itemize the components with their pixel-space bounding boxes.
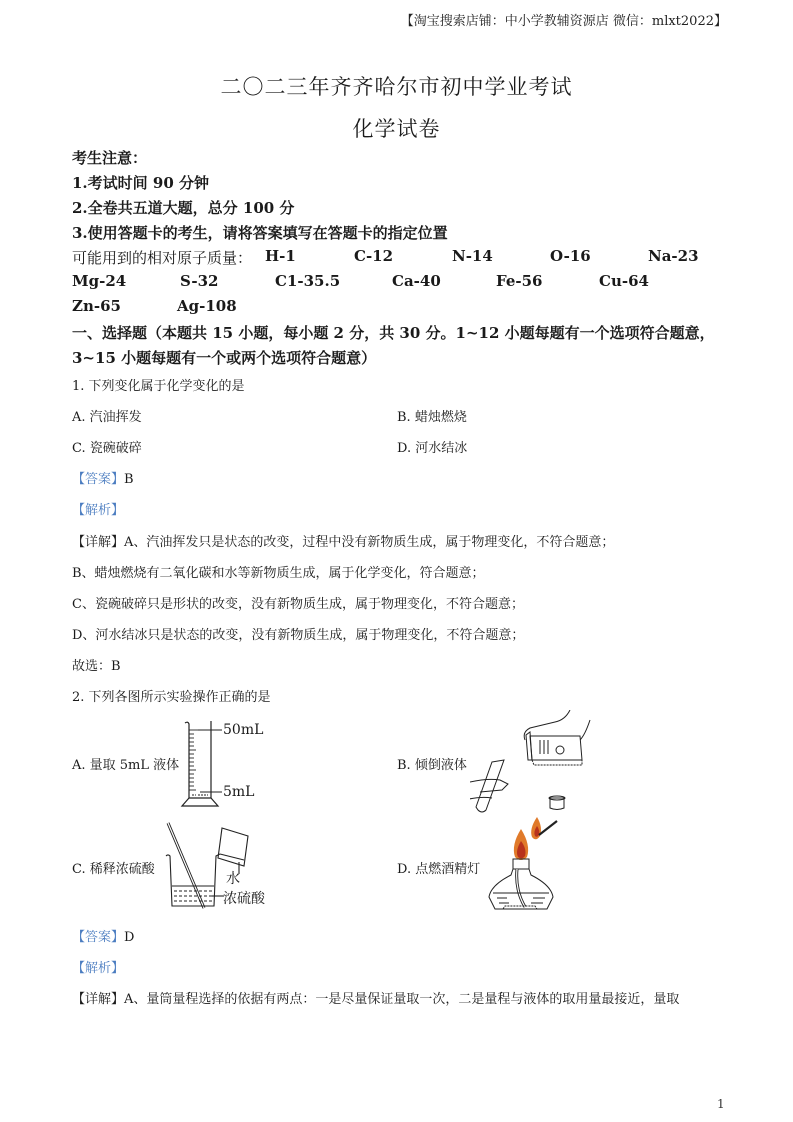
- detail-label: 【详解】: [72, 535, 125, 550]
- atomic-mass: S-32: [180, 272, 219, 290]
- atomic-mass-label: 可能用到的相对原子质量：: [72, 249, 253, 267]
- question-2-option-a: A. 量取 5mL 液体: [72, 758, 180, 773]
- question-2-detail-line-1: 【详解】A、量筒量程选择的依据有两点：一是尽量保证量取一次，二是量程与液体的取用量最接近，量取: [72, 992, 680, 1007]
- question-2-stem: 2. 下列各图所示实验操作正确的是: [72, 690, 271, 705]
- cylinder-top-label: 50mL: [223, 722, 264, 738]
- question-1-detail-line-2: B、蜡烛燃烧有二氧化碳和水等新物质生成，属于化学变化，符合题意；: [72, 566, 485, 581]
- question-2-analysis-label: 【解析】: [72, 961, 125, 976]
- detail-label: 【详解】: [72, 992, 125, 1007]
- answer-label: 【答案】: [72, 930, 125, 945]
- pouring-liquid-figure: [470, 710, 605, 815]
- question-1-conclusion: 故选：B: [72, 659, 121, 674]
- question-1-analysis-label: 【解析】: [72, 503, 125, 518]
- exam-title: 二〇二三年齐齐哈尔市初中学业考试: [220, 75, 573, 99]
- cylinder-bottom-label: 5mL: [223, 784, 255, 800]
- atomic-mass: O-16: [550, 247, 591, 265]
- water-label: 水: [226, 871, 240, 887]
- atomic-mass: Ag-108: [177, 297, 237, 315]
- page-number: 1: [717, 1097, 725, 1111]
- atomic-mass: Cu-64: [599, 272, 649, 290]
- notice-item-3: 3.使用答题卡的考生，请将答案填写在答题卡的指定位置: [72, 224, 448, 242]
- atomic-mass: Na-23: [648, 247, 699, 265]
- question-2-answer: [72, 926, 134, 945]
- question-1-option-d: D. 河水结冰: [397, 441, 468, 456]
- atomic-mass: N-14: [452, 247, 493, 265]
- atomic-mass: C1-35.5: [275, 272, 341, 290]
- exam-subtitle: 化学试卷: [352, 117, 441, 141]
- notice-heading: 考生注意：: [72, 149, 148, 167]
- question-2-option-b: B. 倾倒液体: [397, 758, 467, 773]
- answer-label: 【答案】: [72, 472, 125, 487]
- question-1-detail-line-1: 【详解】A、汽油挥发只是状态的改变，过程中没有新物质生成，属于物理变化，不符合题意；: [72, 535, 615, 550]
- notice-item-2: 2.全卷共五道大题，总分 100 分: [72, 199, 295, 217]
- question-1-answer: [72, 468, 134, 487]
- question-1-detail-line-4: D、河水结冰只是状态的改变，没有新物质生成，属于物理变化，不符合题意；: [72, 628, 525, 643]
- atomic-mass: Mg-24: [72, 272, 127, 290]
- watermark-text: 【淘宝搜索店铺：中小学教辅资源店 微信：mlxt2022】: [400, 14, 727, 29]
- alcohol-lamp-figure: [485, 815, 570, 915]
- question-2-option-c: C. 稀释浓硫酸: [72, 862, 155, 877]
- section-heading-line-2: 3~15 小题每题有一个或两个选项符合题意）: [72, 349, 377, 367]
- atomic-mass: Ca-40: [392, 272, 441, 290]
- atomic-mass-row-2: [72, 272, 752, 294]
- notice-item-1: 1.考试时间 90 分钟: [72, 174, 209, 192]
- atomic-mass: H-1: [265, 247, 296, 265]
- question-1-option-b: B. 蜡烛燃烧: [397, 410, 467, 425]
- atomic-mass-row-3: [72, 297, 752, 319]
- question-1-option-a: A. 汽油挥发: [72, 410, 142, 425]
- answer-value: B: [124, 472, 134, 487]
- atomic-mass: Zn-65: [72, 297, 121, 315]
- atomic-mass: Fe-56: [496, 272, 543, 290]
- answer-value: D: [124, 930, 135, 945]
- atomic-mass: C-12: [354, 247, 394, 265]
- question-1-stem: 1. 下列变化属于化学变化的是: [72, 379, 245, 394]
- section-heading-line-1: 一、选择题（本题共 15 小题，每小题 2 分，共 30 分。1~12 小题每题有一个选项符合题意，: [72, 324, 715, 342]
- atomic-mass-row-1: [72, 247, 752, 269]
- question-1-detail-line-3: C、瓷碗破碎只是形状的改变，没有新物质生成，属于物理变化，不符合题意；: [72, 597, 524, 612]
- acid-label: 浓硫酸: [223, 891, 265, 907]
- question-1-option-c: C. 瓷碗破碎: [72, 441, 142, 456]
- question-2-option-d: D. 点燃酒精灯: [397, 862, 481, 877]
